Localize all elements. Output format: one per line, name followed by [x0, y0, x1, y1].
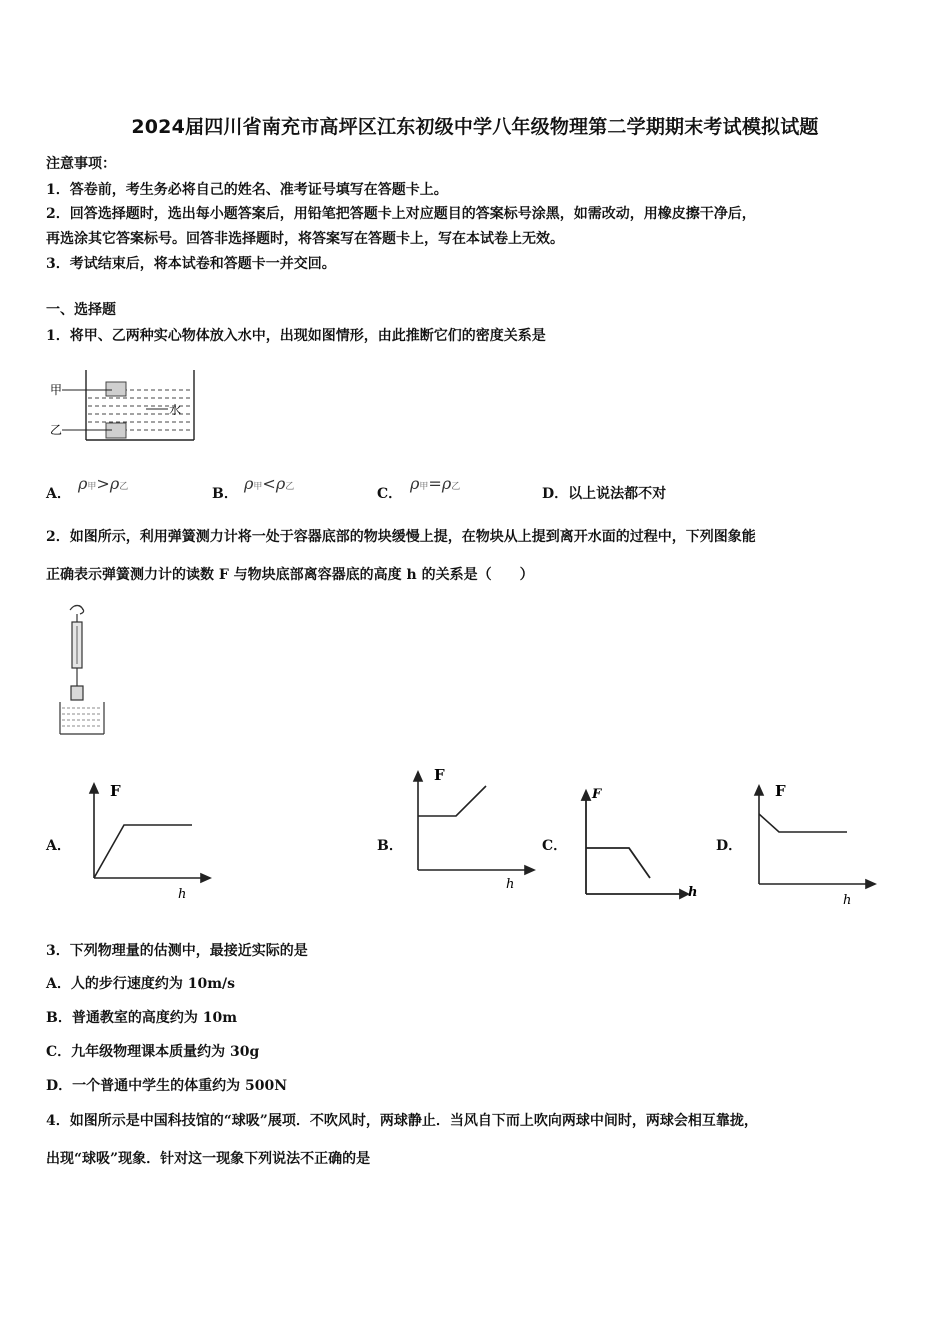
- q3-option-c[interactable]: C．九年级物理课本质量约为 30g: [46, 1044, 260, 1060]
- q3-option-b[interactable]: B．普通教室的高度约为 10m: [46, 1010, 238, 1026]
- notice-item: 3．考试结束后，将本试卷和答题卡一并交回。: [46, 256, 336, 272]
- q1-formula-a: ρ甲>ρ乙: [78, 474, 129, 493]
- notice-item: 2．回答选择题时，选出每小题答案后，用铅笔把答题卡上对应题目的答案标号涂黑，如需改动，用橡皮擦干净后，: [46, 206, 756, 222]
- notice-item: 1．答卷前，考生务必将自己的姓名、准考证号填写在答题卡上。: [46, 182, 448, 198]
- notice-item: 再选涂其它答案标号。回答非选择题时，将答案写在答题卡上，写在本试卷上无效。: [46, 231, 564, 247]
- block-jia: [106, 382, 126, 396]
- label-water: 水: [169, 403, 182, 417]
- q1-option-c[interactable]: C．: [377, 486, 403, 502]
- q1-formula-c: ρ甲=ρ乙: [410, 474, 461, 493]
- label-jia: 甲: [50, 383, 63, 397]
- graph-a: [80, 780, 220, 900]
- q2-stem-line1: 2．如图所示，利用弹簧测力计将一处于容器底部的物块缓慢上提，在物块从上提到离开水面的过程中，下列图象能: [46, 529, 756, 545]
- q4-stem-line1: 4．如图所示是中国科技馆的“球吸”展项．不吹风时，两球静止．当风自下而上吹向两球中间时，两球会相互靠拢，: [46, 1113, 758, 1129]
- q3-option-a[interactable]: A．人的步行速度约为 10m/s: [46, 976, 236, 992]
- q1-option-d[interactable]: D．以上说法都不对: [542, 486, 667, 502]
- q3-stem: 3．下列物理量的估测中，最接近实际的是: [46, 943, 308, 959]
- q3-option-d[interactable]: D．一个普通中学生的体重约为 500N: [46, 1078, 288, 1094]
- q1-formula-b: ρ甲<ρ乙: [244, 474, 295, 493]
- graph-c: [574, 782, 704, 902]
- q4-stem-line2: 出现“球吸”现象．针对这一现象下列说法不正确的是: [46, 1151, 371, 1167]
- axis-label-h: h: [178, 887, 187, 900]
- axis-label-f: F: [775, 782, 786, 800]
- axis-label-f: F: [110, 782, 121, 800]
- q1-option-b[interactable]: B．: [212, 486, 238, 502]
- axis-label-f: F: [592, 787, 602, 802]
- notice-heading: 注意事项：: [46, 156, 116, 172]
- q2-stem-line2: 正确表示弹簧测力计的读数 F 与物块底部离容器底的高度 h 的关系是（ ）: [46, 567, 534, 583]
- q1-option-a[interactable]: A．: [46, 486, 71, 502]
- graph-d: [745, 778, 885, 908]
- axis-label-f: F: [434, 766, 445, 784]
- label-yi: 乙: [50, 423, 63, 437]
- q1-figure: [46, 368, 196, 448]
- q2-option-b[interactable]: B．: [377, 838, 403, 854]
- q1-stem: 1．将甲、乙两种实心物体放入水中，出现如图情形，由此推断它们的密度关系是: [46, 328, 546, 344]
- section-heading: 一、选择题: [46, 302, 116, 318]
- axis-label-h: h: [688, 885, 698, 900]
- axis-label-h: h: [843, 893, 852, 908]
- q2-option-c[interactable]: C．: [542, 838, 568, 854]
- spring-scale-figure: [55, 600, 115, 740]
- q2-option-d[interactable]: D．: [716, 838, 743, 854]
- q2-option-a[interactable]: A．: [46, 838, 71, 854]
- page-title: 2024届四川省南充市高坪区江东初级中学八年级物理第二学期期末考试模拟试题: [131, 116, 819, 138]
- graph-b: [404, 766, 544, 896]
- axis-label-h: h: [506, 877, 515, 892]
